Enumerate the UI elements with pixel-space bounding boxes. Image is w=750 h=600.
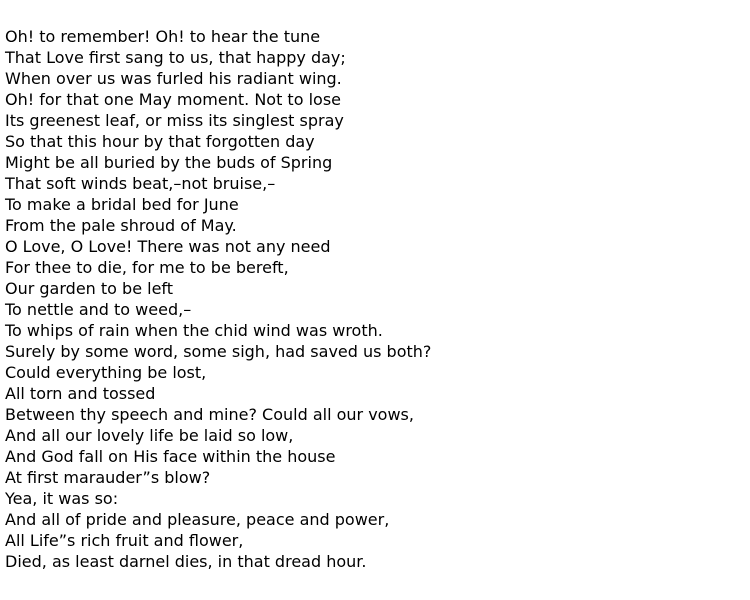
poem-line: So that this hour by that forgotten day xyxy=(5,132,315,151)
poem-line: To nettle and to weed,– xyxy=(5,300,192,319)
poem-line: All Life”s rich fruit and flower, xyxy=(5,531,244,550)
poem-line: To make a bridal bed for June xyxy=(5,195,239,214)
poem-line: Its greenest leaf, or miss its singlest spray xyxy=(5,111,344,130)
poem-line: O Love, O Love! There was not any need xyxy=(5,237,331,256)
poem-line: Yea, it was so: xyxy=(5,489,119,508)
poem-line: And all of pride and pleasure, peace and power, xyxy=(5,510,390,529)
poem-line: To whips of rain when the chid wind was wroth. xyxy=(5,321,383,340)
poem-line: For thee to die, for me to be bereft, xyxy=(5,258,289,277)
poem-line: Oh! to remember! Oh! to hear the tune xyxy=(5,27,321,46)
poem-line: All torn and tossed xyxy=(5,384,156,403)
poem-line: At first marauder”s blow? xyxy=(5,468,211,487)
poem-line: Could everything be lost, xyxy=(5,363,207,382)
poem-text xyxy=(5,26,431,572)
poem-line: Surely by some word, some sigh, had saved us both? xyxy=(5,342,432,361)
poem-line: Might be all buried by the buds of Spring xyxy=(5,153,333,172)
poem-line: That Love first sang to us, that happy day; xyxy=(5,48,346,67)
poem-line: Died, as least darnel dies, in that dread hour. xyxy=(5,552,367,571)
poem-line: Between thy speech and mine? Could all our vows, xyxy=(5,405,414,424)
poem-line: And God fall on His face within the house xyxy=(5,447,336,466)
poem-line: And all our lovely life be laid so low, xyxy=(5,426,294,445)
poem-line: Our garden to be left xyxy=(5,279,174,298)
poem-line: That soft winds beat,–not bruise,– xyxy=(5,174,276,193)
poem-line: When over us was furled his radiant wing. xyxy=(5,69,342,88)
poem-line: Oh! for that one May moment. Not to lose xyxy=(5,90,341,109)
poem-line: From the pale shroud of May. xyxy=(5,216,237,235)
